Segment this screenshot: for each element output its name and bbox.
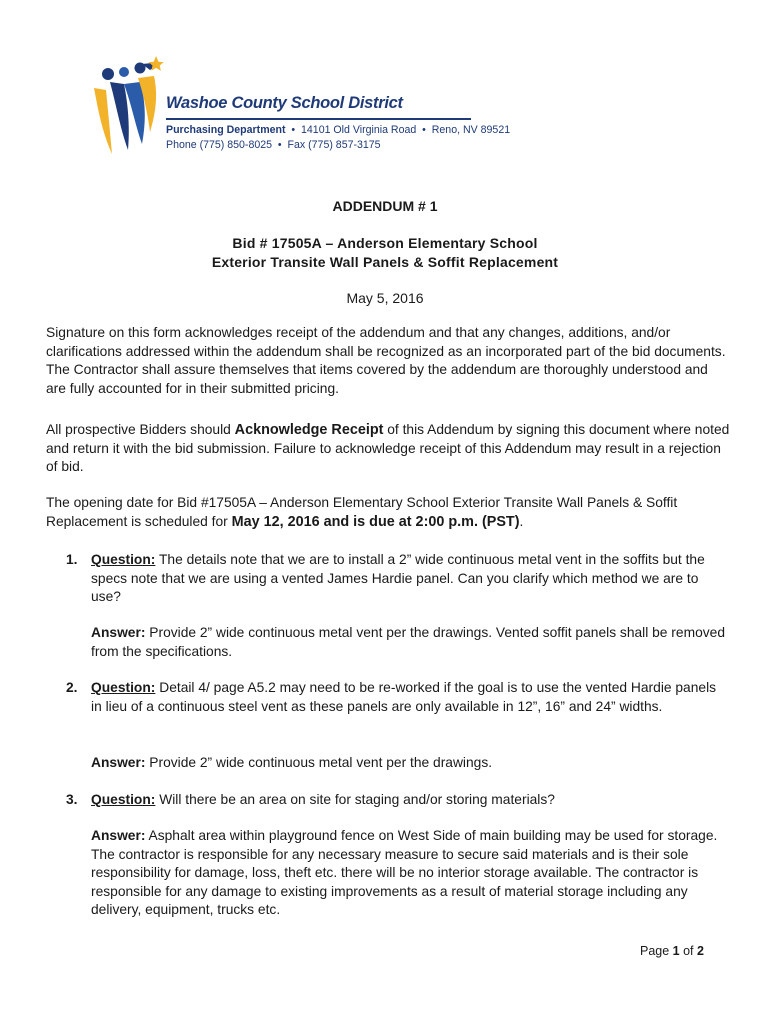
- question-item: [66, 551, 730, 607]
- answer-label: Answer:: [91, 625, 146, 640]
- question-number: 3.: [66, 792, 78, 807]
- opening-date-paragraph: [46, 494, 730, 531]
- question-body: Detail 4/ page A5.2 may need to be re-worked if the goal is to use the vented Hardie panels in lieu of a continuous steel vent as these panels are only available in 12”, 16” and 24” widths.: [91, 680, 717, 714]
- street-address: 14101 Old Virginia Road: [301, 124, 417, 136]
- paragraph-text: of this Addendum by signing this document where noted and return it with the bid submission. Failure to acknowledge receipt of this Addendum may result in a rejection of bid.: [46, 422, 730, 474]
- question-label: Question:: [91, 552, 156, 567]
- question-number: 1.: [66, 552, 78, 567]
- answer-text: [91, 624, 730, 661]
- page-of: of: [679, 944, 697, 958]
- question-item: [66, 679, 730, 716]
- paragraph-text: .: [519, 513, 524, 529]
- letterhead-divider: [166, 118, 471, 120]
- contact-phone-fax: [166, 139, 381, 151]
- answer-text: [91, 827, 730, 920]
- answer-body: Asphalt area within playground fence on West Side of main building may be used for storage. The contractor is responsible for any necessary measure to secure said materials and is their sole responsibility for damage, loss, theft etc. there will be no interior storage available. The contractor is responsible for any damage to existing improvements as a result of material storage including any delivery, equipment, trucks etc.: [91, 828, 718, 917]
- acknowledgement-paragraph: Signature on this form acknowledges receipt of the addendum and that any changes, additions, and/or clarifications addressed within the addendum shall be recognized as an incorporated part of the bid documents. The Contractor shall assure themselves that items covered by the addendum are thoroughly understood and are fully accounted for in their submitted pricing.: [46, 325, 726, 396]
- acknowledge-receipt-emphasis: Acknowledge Receipt: [234, 422, 384, 438]
- question-text: [91, 679, 730, 716]
- answer-label: Answer:: [91, 755, 146, 770]
- answer-item: [66, 754, 730, 773]
- answer-body: Provide 2” wide continuous metal vent per the drawings. Vented soffit panels shall be removed from the specifications.: [91, 625, 725, 659]
- receipt-paragraph: [46, 421, 730, 477]
- bid-title-line1: Bid # 17505A – Anderson Elementary School: [232, 235, 538, 251]
- department-name: Purchasing Department: [166, 124, 286, 136]
- separator-dot: •: [291, 124, 296, 136]
- question-body: Will there be an area on site for staging and/or storing materials?: [155, 792, 555, 807]
- answer-item: [66, 827, 730, 920]
- page-total: 2: [697, 944, 704, 958]
- answer-item: [66, 624, 730, 661]
- paragraph-text: All prospective Bidders should: [46, 422, 235, 437]
- fax-number: Fax (775) 857-3175: [287, 139, 381, 151]
- question-label: Question:: [91, 680, 156, 695]
- page-prefix: Page: [640, 944, 673, 958]
- question-text: [91, 791, 730, 810]
- contact-address: [166, 124, 510, 136]
- letterhead: [88, 52, 548, 162]
- answer-body: Provide 2” wide continuous metal vent per the drawings.: [145, 755, 493, 770]
- bid-title-line2: Exterior Transite Wall Panels & Soffit Replacement: [211, 254, 559, 270]
- answer-text: [91, 754, 730, 773]
- paragraph-text: The opening date for Bid #17505A – Anderson Elementary School Exterior Transite Wall Panels & Soffit Replacement is scheduled for: [46, 495, 678, 529]
- city-address: Reno, NV 89521: [431, 124, 511, 136]
- question-label: Question:: [91, 792, 156, 807]
- separator-dot: •: [277, 139, 282, 151]
- district-name: Washoe County School District: [166, 94, 403, 112]
- phone-number: Phone (775) 850-8025: [166, 139, 273, 151]
- question-number: 2.: [66, 680, 78, 695]
- answer-label: Answer:: [91, 828, 146, 843]
- addendum-date: May 5, 2016: [346, 290, 424, 306]
- question-item: [66, 791, 730, 810]
- page-current: 1: [672, 944, 680, 958]
- question-body: The details note that we are to install a 2” wide continuous metal vent in the soffits but the specs note that we are using a vented James Hardie panel. Can you clarify which method we are to use?: [91, 552, 705, 604]
- separator-dot: •: [422, 124, 426, 136]
- question-text: [91, 551, 730, 607]
- page-number: [640, 944, 704, 958]
- district-logo: [88, 54, 170, 158]
- addendum-title: ADDENDUM # 1: [332, 198, 438, 214]
- due-date-emphasis: May 12, 2016 and is due at 2:00 p.m. (PST): [231, 513, 520, 530]
